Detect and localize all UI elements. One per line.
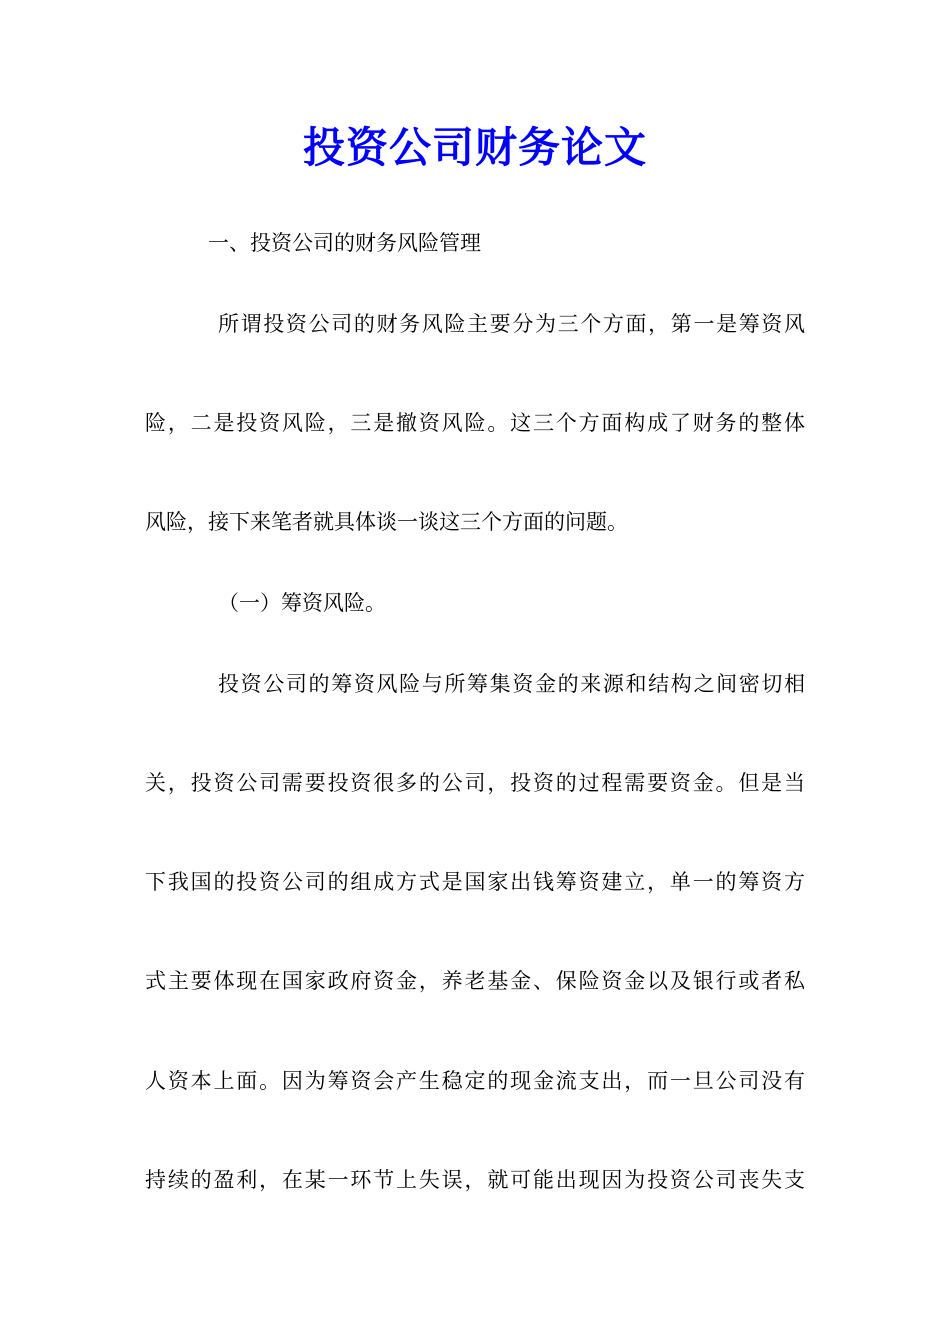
paragraph-2-line-4: 式主要体现在国家政府资金，养老基金、保险资金以及银行或者私 [145,969,805,993]
paragraph-2-line-2: 关，投资公司需要投资很多的公司，投资的过程需要资金。但是当 [145,771,805,795]
document-title: 投资公司财务论文 [302,123,647,172]
paragraph-2-line-5: 人资本上面。因为筹资会产生稳定的现金流支出，而一旦公司没有 [145,1069,805,1093]
section-heading-1: 一、投资公司的财务风险管理 [208,231,481,255]
paragraph-2-line-1: 投资公司的筹资风险与所筹集资金的来源和结构之间密切相 [218,672,805,696]
section-heading-2: （一）筹资风险。 [218,591,386,615]
paragraph-2-line-3: 下我国的投资公司的组成方式是国家出钱筹资建立，单一的筹资方 [145,870,805,894]
paragraph-1-line-2: 险，二是投资风险，三是撤资风险。这三个方面构成了财务的整体 [145,411,805,435]
paragraph-1-line-1: 所谓投资公司的财务风险主要分为三个方面，第一是筹资风 [218,312,805,336]
paragraph-2-line-6: 持续的盈利，在某一环节上失误，就可能出现因为投资公司丧失支 [145,1168,805,1192]
paragraph-1-line-3: 风险，接下来笔者就具体谈一谈这三个方面的问题。 [145,510,628,534]
